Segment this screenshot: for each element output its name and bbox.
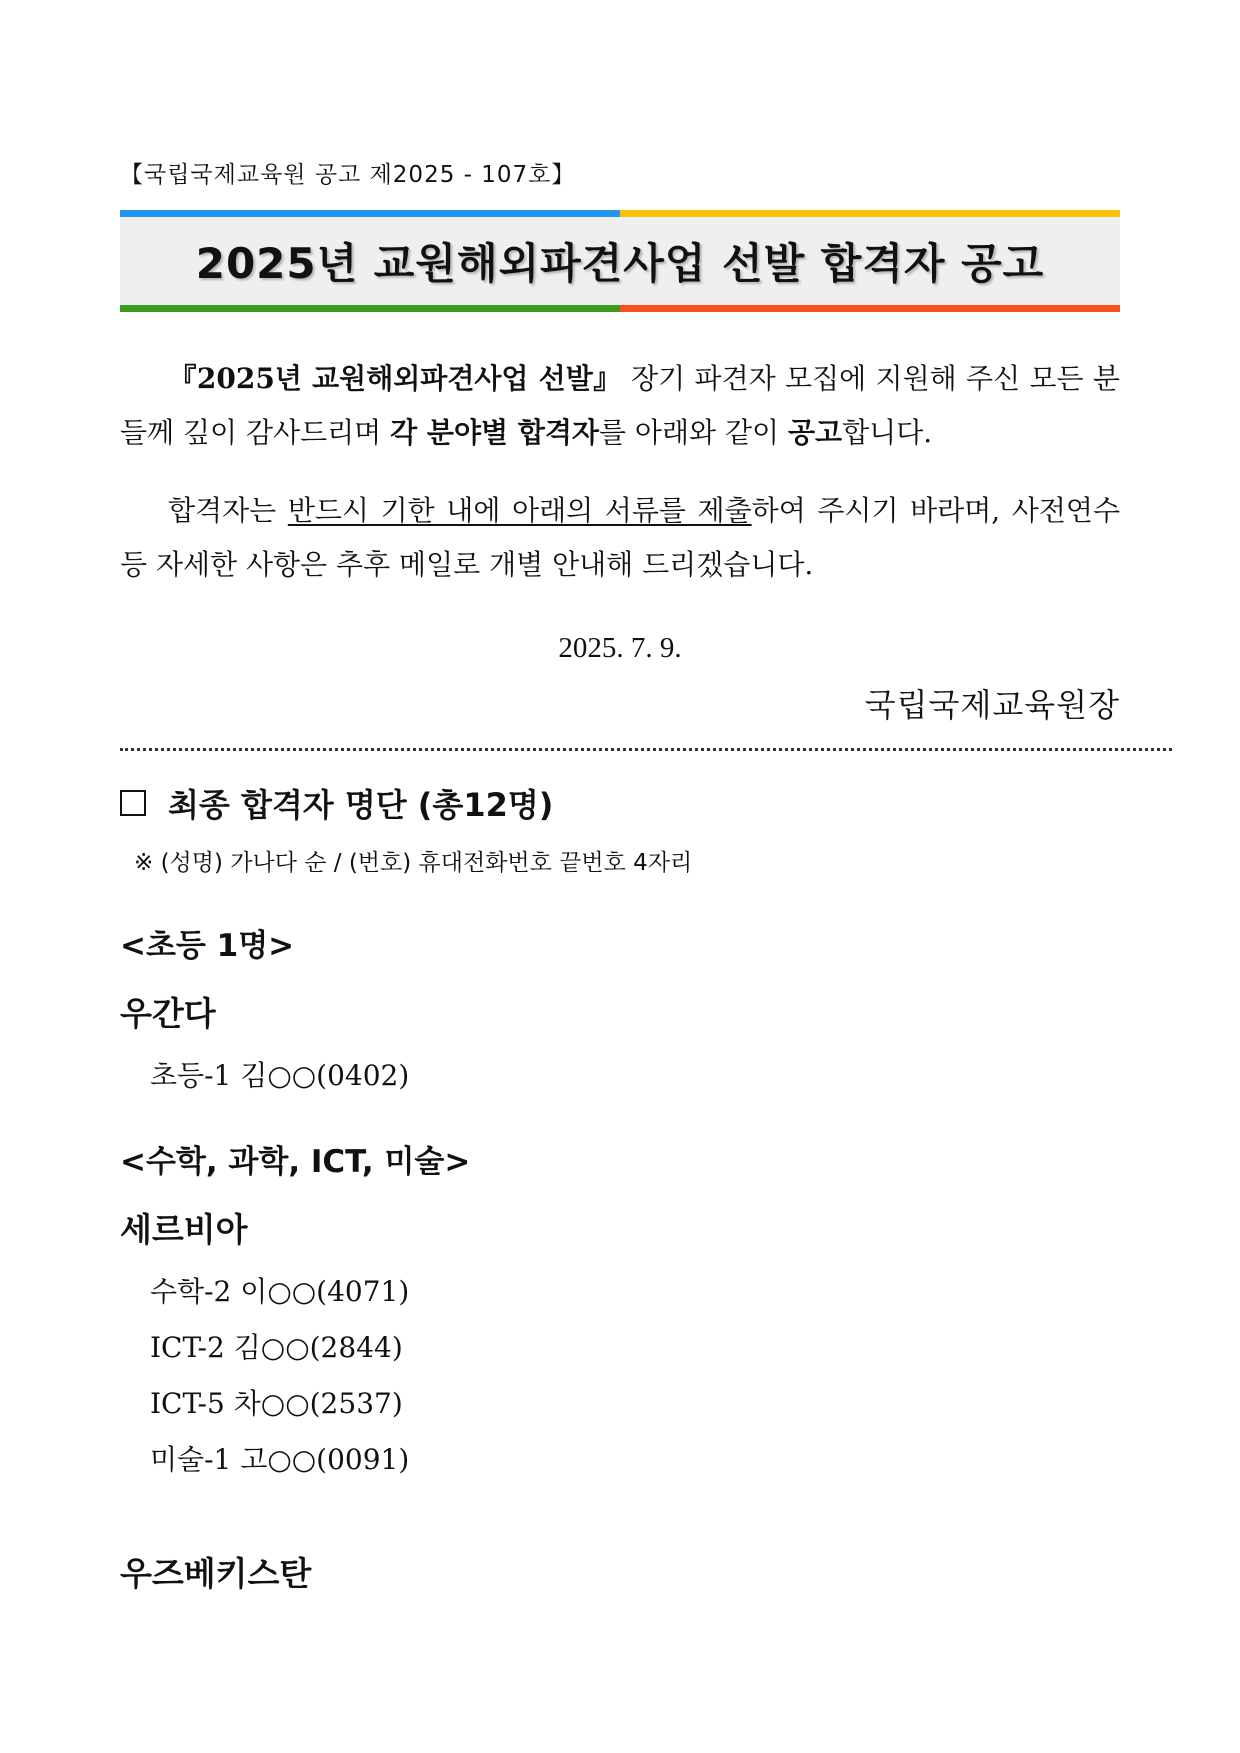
instruction-text-2: 하여 주시기 바라며, 사전연수 등 자세한 사항은 추후 메일로 개별 안내해 드리겠습니다. xyxy=(120,494,1120,581)
instruction-paragraph xyxy=(120,484,1120,592)
intro-paragraph xyxy=(120,352,1120,460)
results-note: ※ (성명) 가나다 순 / (번호) 휴대전화번호 끝번호 4자리 xyxy=(134,850,693,876)
instruction-text-1: 합격자는 xyxy=(168,494,288,527)
list-item: 미술-1 고○○(0091) xyxy=(150,1443,410,1476)
results-heading xyxy=(120,780,553,826)
country-heading: 우간다 xyxy=(120,994,216,1033)
intro-text-2: 를 아래와 같이 xyxy=(598,416,788,449)
program-name: 『2025년 교원해외파견사업 선발』 xyxy=(168,362,622,395)
list-item: ICT-2 김○○(2844) xyxy=(150,1331,403,1364)
title-banner xyxy=(120,210,1120,312)
country-heading: 우즈베키스탄 xyxy=(120,1554,312,1593)
issuer-name: 국립국제교육원장 xyxy=(864,686,1120,724)
country-heading: 세르비아 xyxy=(120,1210,248,1249)
banner-top-right-bar xyxy=(620,210,1120,217)
page-title: 2025년 교원해외파견사업 선발 합격자 공고 xyxy=(195,239,1045,288)
intro-emphasis-2: 공고 xyxy=(787,416,843,449)
banner-top-left-bar xyxy=(120,210,620,217)
category-heading: <수학, 과학, ICT, 미술> xyxy=(120,1144,471,1180)
checkbox-square-icon xyxy=(120,790,146,816)
category-heading: <초등 1명> xyxy=(120,928,295,964)
instruction-underlined: 반드시 기한 내에 아래의 서류를 제출 xyxy=(287,494,752,527)
list-item: 수학-2 이○○(4071) xyxy=(150,1275,410,1308)
banner-bottom-left-bar xyxy=(120,305,620,312)
notice-date: 2025. 7. 9. xyxy=(558,632,682,664)
list-item: 초등-1 김○○(0402) xyxy=(150,1059,410,1092)
intro-text-1: 장기 파견자 모집에 지원해 주신 모든 분들께 깊이 감사드리며 xyxy=(120,362,1120,449)
results-heading-text: 최종 합격자 명단 (총12명) xyxy=(168,786,554,824)
banner-bottom-right-bar xyxy=(620,305,1120,312)
dotted-divider xyxy=(120,748,1172,751)
notice-number: 【국립국제교육원 공고 제2025 - 107호】 xyxy=(120,162,576,188)
intro-emphasis-1: 각 분야별 합격자 xyxy=(390,416,599,449)
intro-text-3: 합니다. xyxy=(842,416,933,449)
list-item: ICT-5 차○○(2537) xyxy=(150,1387,403,1420)
